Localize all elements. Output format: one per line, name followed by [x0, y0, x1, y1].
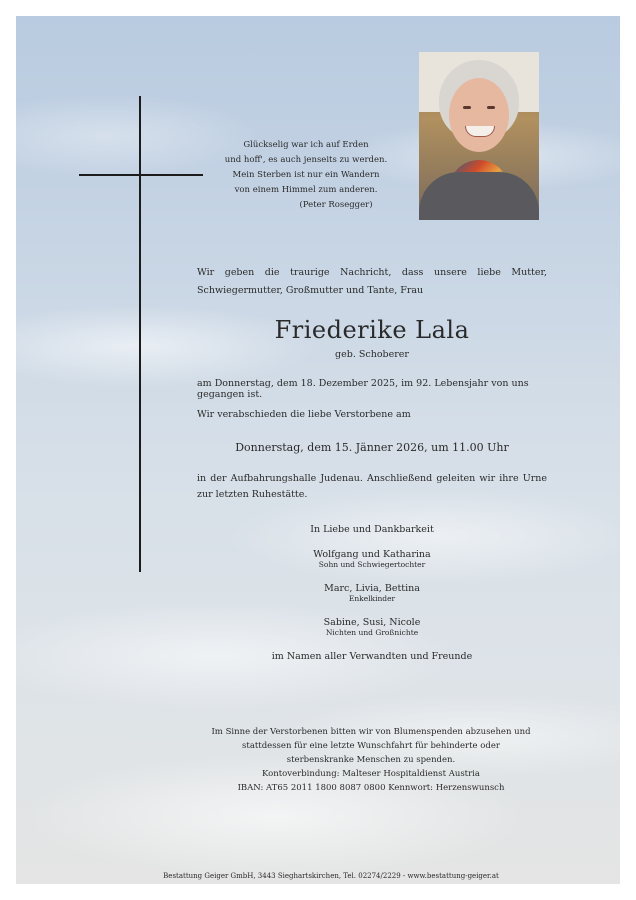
poem-line: Mein Sterben ist nur ein Wandern — [232, 170, 380, 180]
mourner-relation: Nichten und Großnichte — [325, 628, 419, 637]
mourner-names: Wolfgang und Katharina — [313, 549, 431, 560]
intro-text: Wir geben die traurige Nachricht, dass unsere liebe Mutter, Schwiegermutter, Großmutter und Tante, Frau — [197, 267, 547, 296]
cross-horizontal-bar — [79, 174, 203, 176]
mourner-names: Sabine, Susi, Nicole — [323, 617, 421, 628]
portrait-photo — [419, 52, 539, 220]
donation-line: Kontoverbindung: Malteser Hospitaldienst Austria — [262, 769, 480, 779]
poem — [206, 138, 406, 213]
donation-line: sterbenskranke Menschen zu spenden. — [286, 755, 456, 765]
mourners-block — [197, 524, 547, 662]
donation-line: stattdessen für eine letzte Wunschfahrt für behinderte oder — [242, 741, 500, 751]
death-notice: am Donnerstag, dem 18. Dezember 2025, im 92. Lebensjahr von uns gegangen ist. — [197, 378, 529, 400]
poem-line: Glückselig war ich auf Erden — [243, 140, 369, 150]
mourner-relation: Sohn und Schwiegertochter — [318, 560, 426, 569]
mourners-opening: In Liebe und Dankbarkeit — [310, 524, 434, 535]
mourner-names: Marc, Livia, Bettina — [324, 583, 420, 594]
cross-vertical-bar — [139, 96, 141, 572]
mourners-closing: im Namen aller Verwandten und Freunde — [271, 651, 473, 662]
poem-line: und hoff', es auch jenseits zu werden. — [224, 155, 388, 165]
poem-line: von einem Himmel zum anderen. — [234, 185, 378, 195]
mourner-relation: Enkelkinder — [348, 594, 396, 603]
footer-contact: Bestattung Geiger GmbH, 3443 Sieghartskirchen, Tel. 02274/2229 - www.bestattung-geiger.at — [163, 872, 499, 880]
donation-line: IBAN: AT65 2011 1800 8087 0800 Kennwort: Herzenswunsch — [237, 783, 505, 793]
poem-author: (Peter Rosegger) — [299, 200, 373, 210]
donation-line: Im Sinne der Verstorbenen bitten wir von Blumenspenden abzusehen und — [211, 727, 531, 737]
donation-notice — [166, 725, 576, 795]
farewell-text: Wir verabschieden die liebe Verstorbene am — [197, 409, 411, 420]
hall-text: in der Aufbahrungshalle Judenau. Anschließend geleiten wir ihre Urne zur letzten Ruhestätte. — [197, 473, 547, 500]
maiden-name: geb. Schoberer — [335, 349, 409, 360]
deceased-name: Friederike Lala — [274, 316, 470, 344]
obituary-card — [16, 16, 620, 884]
ceremony-date: Donnerstag, dem 15. Jänner 2026, um 11.00 Uhr — [235, 441, 509, 454]
